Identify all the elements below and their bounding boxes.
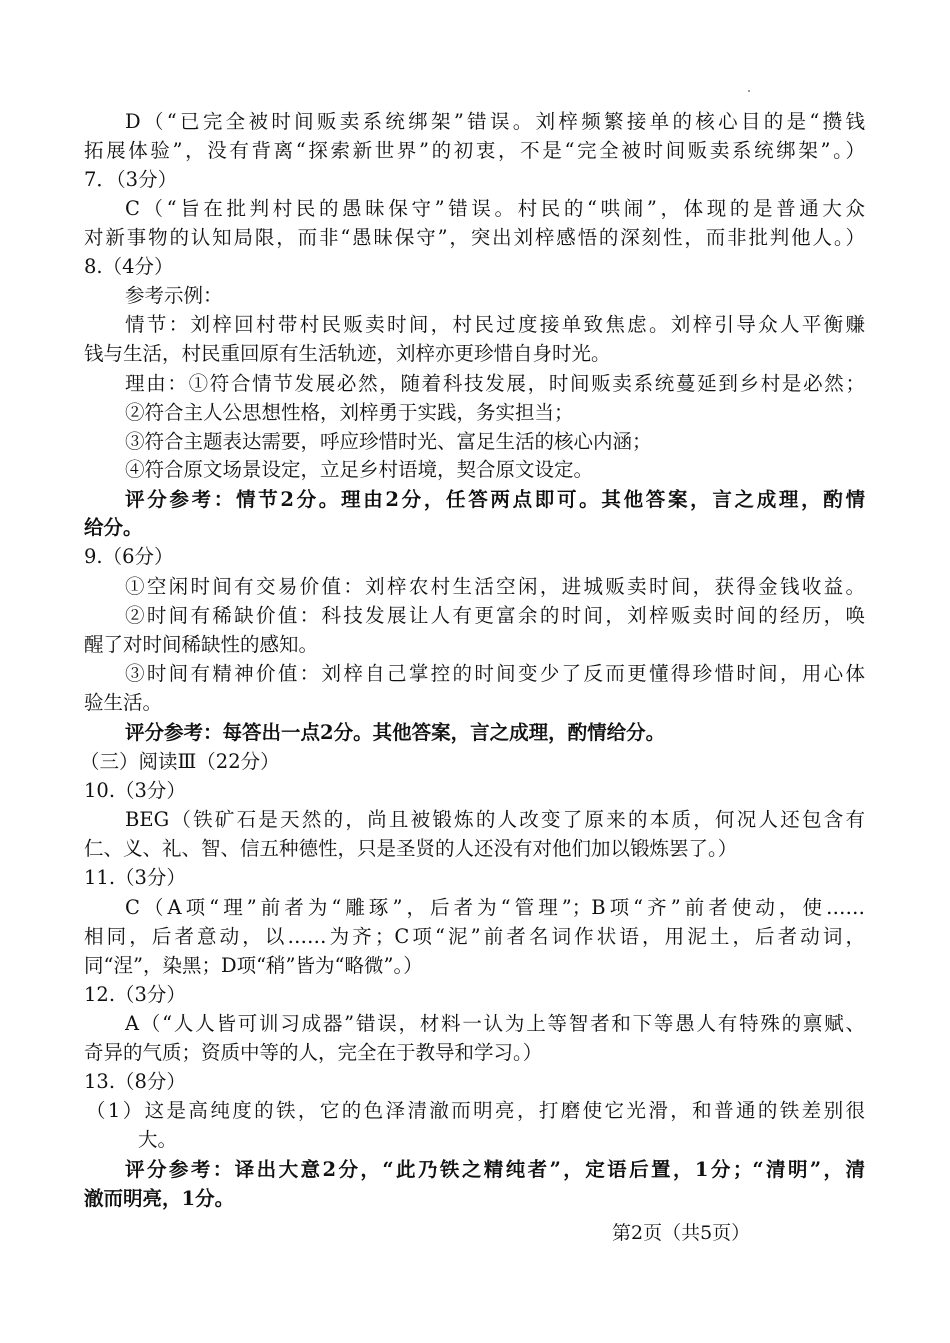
answer-11-line: 同“涅”，染黑；D项“稍”皆为“略微”。） (84, 954, 423, 977)
answer-8-line: ④符合原文场景设定，立足乡村语境，契合原文设定。 (125, 458, 594, 481)
section-heading: （三）阅读Ⅲ（22分） (80, 750, 280, 773)
question-9-heading: 9.（6分） (84, 545, 174, 568)
answer-6-line: 拓展体验”，没有背离“探索新世界”的初衷，不是“完全被时间贩卖系统绑架”。） (84, 139, 865, 162)
scoring-note-9: 评分参考：每答出一点2分。其他答案，言之成理，酌情给分。 (125, 721, 666, 744)
question-12-heading: 12.（3分） (84, 983, 186, 1006)
question-10-heading: 10.（3分） (84, 779, 186, 802)
answer-7-line: C（“旨在批判村民的愚昧保守”错误。村民的“哄闹”，体现的是普通大众 (125, 197, 865, 220)
answer-8-line: 钱与生活，村民重回原有生活轨迹，刘梓亦更珍惜自身时光。 (84, 342, 611, 365)
scoring-note-13: 评分参考：译出大意2分，“此乃铁之精纯者”，定语后置，1分；“清明”，清 (125, 1158, 865, 1181)
answer-9-line: 醒了对时间稀缺性的感知。 (84, 633, 319, 656)
answer-9-line: ③时间有精神价值：刘梓自己掌控的时间变少了反而更懂得珍惜时间，用心体 (125, 662, 865, 685)
answer-8-line: 参考示例： (125, 284, 223, 307)
answer-13-line: （1）这是高纯度的铁，它的色泽清澈而明亮，打磨使它光滑，和普通的铁差别很 (86, 1099, 865, 1122)
answer-7-line: 对新事物的认知局限，而非“愚昧保守”，突出刘梓感悟的深刻性，而非批判他人。） (84, 226, 865, 249)
scoring-note-8: 评分参考：情节2分。理由2分，任答两点即可。其他答案，言之成理，酌情 (125, 488, 865, 511)
answer-9-line: ①空闲时间有交易价值：刘梓农村生活空闲，进城贩卖时间，获得金钱收益。 (125, 575, 865, 598)
answer-13-line: 大。 (138, 1128, 178, 1151)
answer-12-line: A（“人人皆可训习成器”错误，材料一认为上等智者和下等愚人有特殊的禀赋、 (125, 1012, 865, 1035)
answer-9-line: ②时间有稀缺价值：科技发展让人有更富余的时间，刘梓贩卖时间的经历，唤 (125, 604, 865, 627)
question-8-heading: 8.（4分） (84, 255, 174, 278)
answer-8-line: 理由：①符合情节发展必然，随着科技发展，时间贩卖系统蔓延到乡村是必然； (125, 372, 865, 395)
answer-12-line: 奇异的气质；资质中等的人，完全在于教导和学习。） (84, 1041, 543, 1064)
answer-8-line: 情节：刘梓回村带村民贩卖时间，村民过度接单致焦虑。刘梓引导众人平衡赚 (125, 313, 865, 336)
answer-11-line: C（A项“理”前者为“雕琢”，后者为“管理”；B项“齐”前者使动，使…… (125, 896, 865, 919)
scoring-note-8: 给分。 (84, 516, 143, 539)
answer-10-line: BEG（铁矿石是天然的，尚且被锻炼的人改变了原来的本质，何况人还包含有 (125, 808, 865, 831)
page-number: 第2页（共5页） (612, 1222, 751, 1244)
answer-11-line: 相同，后者意动，以……为齐；C项“泥”前者名词作状语，用泥土，后者动词， (84, 925, 865, 948)
scoring-note-13: 澈而明亮，1分。 (84, 1187, 235, 1210)
answer-9-line: 验生活。 (84, 691, 163, 714)
question-13-heading: 13.（8分） (84, 1070, 186, 1093)
answer-10-line: 仁、义、礼、智、信五种德性，只是圣贤的人还没有对他们加以锻炼罢了。） (84, 837, 738, 860)
answer-8-line: ③符合主题表达需要，呼应珍惜时光、富足生活的核心内涵； (125, 430, 652, 453)
question-11-heading: 11.（3分） (84, 866, 186, 889)
scan-speck (748, 90, 750, 92)
answer-8-line: ②符合主人公思想性格，刘梓勇于实践，务实担当； (125, 401, 574, 424)
answer-6-line: D（“已完全被时间贩卖系统绑架”错误。刘梓频繁接单的核心目的是“攒钱 (125, 110, 865, 133)
question-7-heading: 7．（3分） (84, 168, 178, 191)
